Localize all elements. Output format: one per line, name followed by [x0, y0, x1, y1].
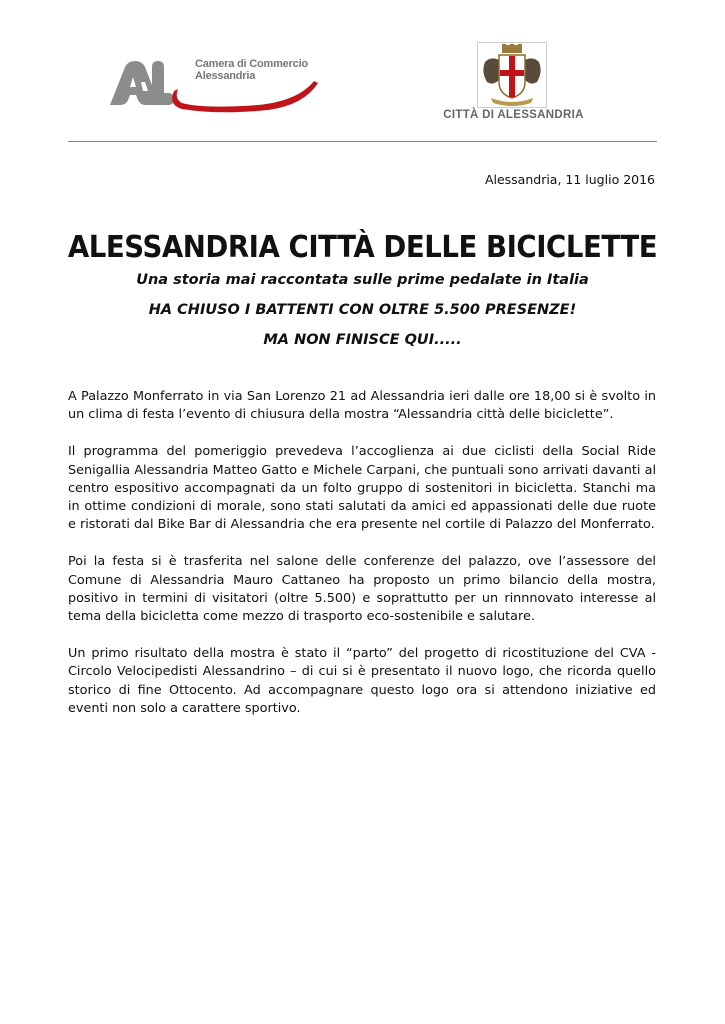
coat-of-arms-icon — [477, 42, 547, 108]
header-divider — [68, 141, 657, 142]
headline-attendance: HA CHIUSO I BATTENTI CON OLTRE 5.500 PRESENZE! — [148, 302, 577, 318]
paragraph-3: Poi la festa si è trasferita nel salone delle conferenze del palazzo, ove l’assessore del Comune di Alessandria Mauro Cattaneo ha proposto un primo bilancio della mostra, positivo in termini di visitatori (oltre 5.500) e soprattutto per un rinnnovato interesse al tema della bicicletta come mezzo di trasporto eco-sostenibile e salutare. — [68, 554, 656, 625]
paragraph-2: Il programma del pomeriggio prevedeva l’accoglienza ai due ciclisti della Social Ride Senigallia Alessandria Matteo Gatto e Michele Carpani, che puntuali sono arrivati davanti al centro espositivo accompagnati da un folto gruppo di sostenitori in bicicletta. Stanchi ma in ottime condizioni di morale, sono stati salutati da amici ed appassionati delle due ruote e ristorati dal Bike Bar di Alessandria che era presente nel cortile di Palazzo del Monferrato. — [68, 444, 656, 533]
city-name: CITTÀ DI ALESSANDRIA — [443, 109, 584, 121]
chamber-name — [195, 58, 308, 82]
subtitle: Una storia mai raccontata sulle prime pedalate in Italia — [136, 272, 589, 288]
article-body — [68, 388, 656, 737]
paragraph-4: Un primo risultato della mostra è stato il “parto” del progetto di ricostituzione del CVA - Circolo Velocipedisti Alessandrino – di cui si è presentato il nuovo logo, che ricorda quello storico di fine Ottocento. Ad accompagnare questo logo ora si attendono iniziative ed eventi non solo a carattere sportivo. — [68, 646, 656, 716]
chamber-name-line1: Camera di Commercio — [195, 58, 308, 70]
chamber-name-line2: Alessandria — [195, 70, 256, 82]
main-title: ALESSANDRIA CITTÀ DELLE BICICLETTE — [67, 230, 658, 265]
chamber-of-commerce-logo — [108, 55, 323, 115]
city-crest — [477, 42, 547, 108]
headline-not-over: MA NON FINISCE QUI..... — [263, 332, 462, 348]
release-date: Alessandria, 11 luglio 2016 — [484, 172, 655, 187]
paragraph-1: A Palazzo Monferrato in via San Lorenzo 21 ad Alessandria ieri dalle ore 18,00 si è svolto in un clima di festa l’evento di chiusura della mostra “Alessandria città delle biciclette”. — [68, 389, 656, 423]
